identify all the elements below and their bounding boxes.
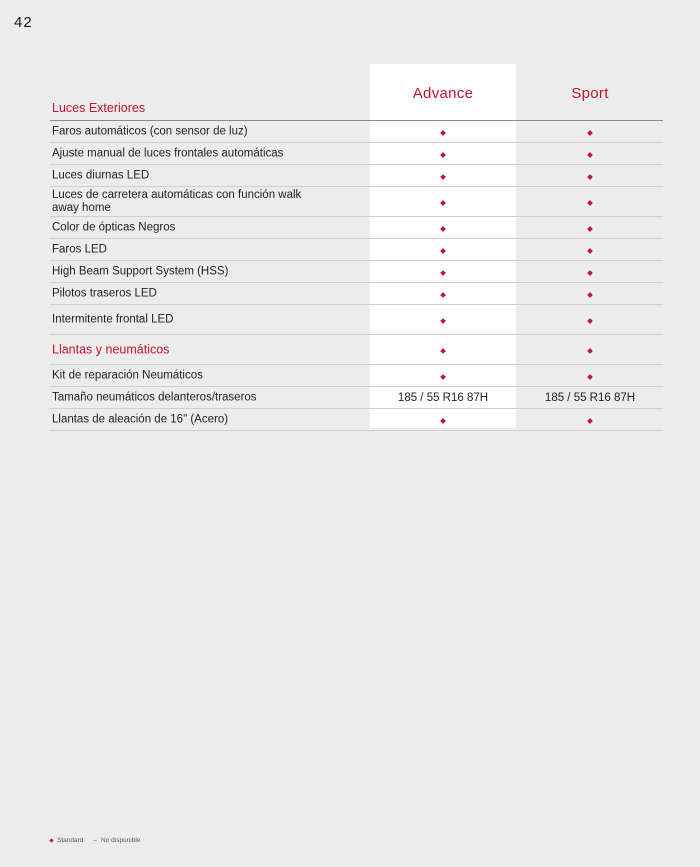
advance-standard-cell (370, 196, 516, 208)
standard-diamond-icon (440, 174, 446, 180)
advance-standard-cell (370, 244, 516, 256)
standard-diamond-icon (587, 348, 593, 354)
table-row (50, 239, 663, 261)
table-row (50, 283, 663, 305)
advance-standard-cell (370, 148, 516, 160)
standard-diamond-icon (440, 130, 446, 136)
table-row (50, 165, 663, 187)
standard-diamond-icon (587, 374, 593, 380)
legend-not-available: No disponible (101, 837, 141, 844)
row-label: Luces diurnas LED (52, 169, 150, 181)
standard-diamond-icon (440, 318, 446, 324)
standard-diamond-icon (587, 248, 593, 254)
table-row (50, 365, 663, 387)
advance-standard-cell (370, 170, 516, 182)
advance-standard-cell (370, 314, 516, 326)
spec-table (50, 120, 663, 431)
row-label: Tamaño neumáticos delanteros/traseros (52, 391, 257, 403)
row-label: Luces de carretera automáticas con función walk away home (52, 188, 302, 214)
sport-standard-cell (517, 288, 663, 300)
sport-standard-cell (517, 370, 663, 382)
advance-standard-cell (370, 288, 516, 300)
sport-standard-cell (517, 222, 663, 234)
row-label: Intermitente frontal LED (52, 313, 174, 325)
advance-standard-cell (370, 222, 516, 234)
standard-diamond-icon (440, 226, 446, 232)
legend-standard: Standard (57, 837, 84, 844)
sport-standard-cell (517, 244, 663, 256)
standard-diamond-icon (587, 226, 593, 232)
table-row (50, 217, 663, 239)
advance-standard-cell (370, 344, 516, 356)
legend (50, 837, 140, 844)
table-row (50, 305, 663, 335)
row-label: Pilotos traseros LED (52, 287, 157, 299)
standard-diamond-icon (440, 348, 446, 354)
standard-diamond-icon (49, 838, 53, 842)
legend-dash: – (93, 837, 98, 844)
advance-standard-cell (370, 126, 516, 138)
advance-standard-cell (370, 370, 516, 382)
standard-diamond-icon (440, 292, 446, 298)
standard-diamond-icon (440, 200, 446, 206)
sport-standard-cell (517, 266, 663, 278)
advance-value-cell: 185 / 55 R16 87H (397, 391, 489, 404)
row-label: Faros automáticos (con sensor de luz) (52, 125, 248, 137)
standard-diamond-icon (440, 418, 446, 424)
section-title: Llantas y neumáticos (52, 342, 170, 356)
standard-diamond-icon (587, 174, 593, 180)
section-row (50, 335, 663, 365)
table-row (50, 187, 663, 217)
standard-diamond-icon (440, 270, 446, 276)
sport-standard-cell (517, 344, 663, 356)
sport-standard-cell (517, 170, 663, 182)
standard-diamond-icon (587, 270, 593, 276)
row-label: Llantas de aleación de 16" (Acero) (52, 413, 229, 425)
advance-standard-cell (370, 414, 516, 426)
column-header-advance: Advance (412, 85, 474, 102)
standard-diamond-icon (440, 374, 446, 380)
table-row (50, 409, 663, 431)
row-label: Faros LED (52, 243, 107, 255)
standard-diamond-icon (587, 318, 593, 324)
standard-diamond-icon (440, 152, 446, 158)
sport-value-cell: 185 / 55 R16 87H (544, 391, 636, 404)
standard-diamond-icon (587, 418, 593, 424)
table-row (50, 261, 663, 283)
advance-standard-cell (370, 266, 516, 278)
standard-diamond-icon (587, 292, 593, 298)
standard-diamond-icon (440, 248, 446, 254)
section-title-luces-exteriores: Luces Exteriores (52, 101, 146, 115)
sport-standard-cell (517, 314, 663, 326)
standard-diamond-icon (587, 152, 593, 158)
table-row (50, 121, 663, 143)
sport-standard-cell (517, 196, 663, 208)
row-label: Kit de reparación Neumáticos (52, 369, 203, 381)
column-header-sport: Sport (571, 85, 609, 102)
row-label: Ajuste manual de luces frontales automáticas (52, 147, 284, 159)
sport-standard-cell (517, 148, 663, 160)
page-number: 42 (14, 14, 33, 31)
row-label: Color de ópticas Negros (52, 221, 176, 233)
row-label: High Beam Support System (HSS) (52, 265, 229, 277)
table-row (50, 387, 663, 409)
standard-diamond-icon (587, 200, 593, 206)
sport-standard-cell (517, 126, 663, 138)
standard-diamond-icon (587, 130, 593, 136)
table-row (50, 143, 663, 165)
sport-standard-cell (517, 414, 663, 426)
